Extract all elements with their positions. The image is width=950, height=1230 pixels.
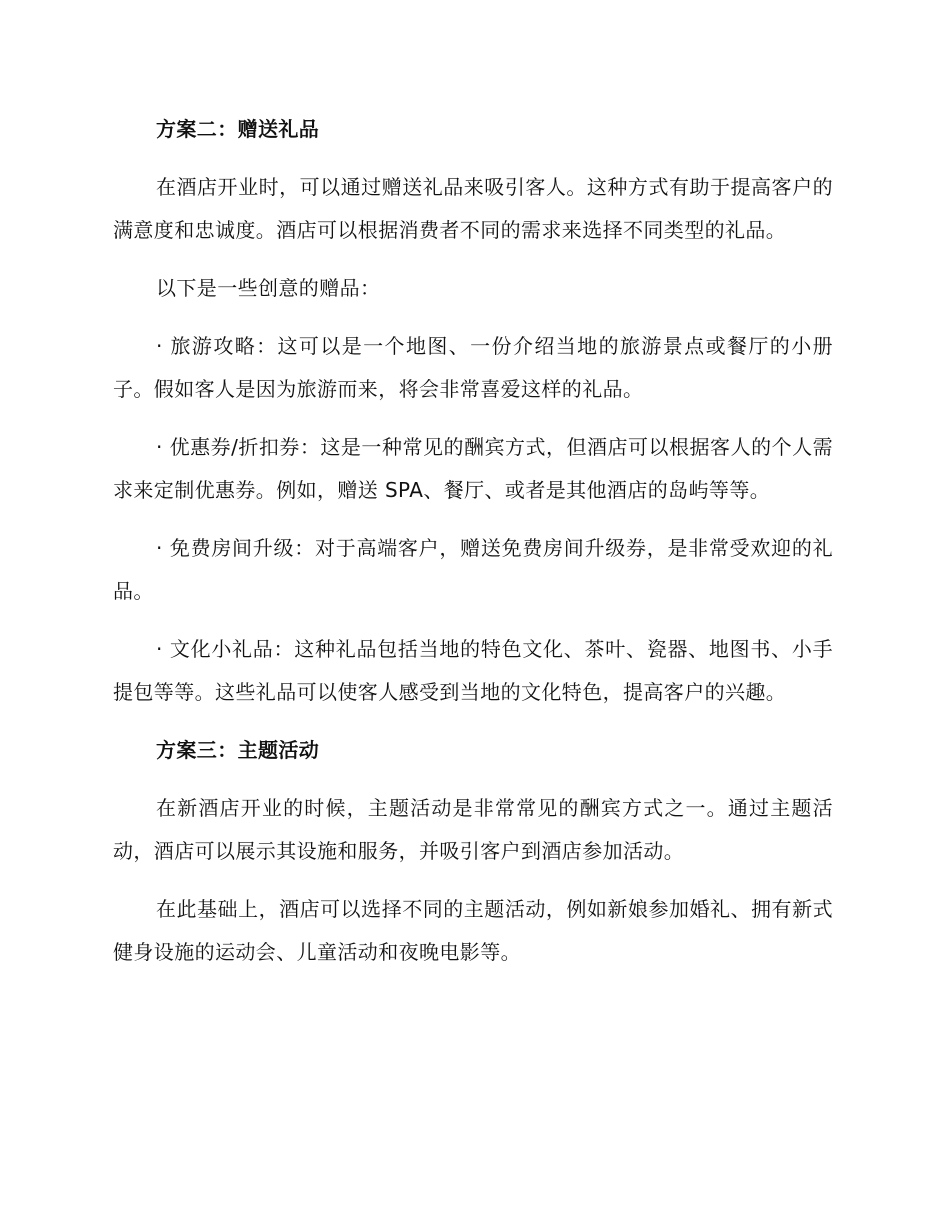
section-heading-theme-events: 方案三：主题活动	[156, 738, 320, 762]
section-heading-gifts: 方案二：赠送礼品	[156, 117, 320, 141]
paragraph-theme-events-2: 在此基础上，酒店可以选择不同的主题活动，例如新娘参加婚礼、拥有新式健身设施的运动会、儿童活动和夜晚电影等。	[113, 897, 833, 964]
paragraph-gifts-list-intro: 以下是一些创意的赠品：	[156, 276, 381, 300]
gift-item-room-upgrade: · 免费房间升级：对于高端客户，赠送免费房间升级券，是非常受欢迎的礼品。	[113, 536, 833, 603]
gift-item-cultural-gifts: · 文化小礼品：这种礼品包括当地的特色文化、茶叶、瓷器、地图书、小手提包等等。这些礼品可以使客人感受到当地的文化特色，提高客户的兴趣。	[113, 637, 833, 704]
gift-item-travel-guide: · 旅游攻略：这可以是一个地图、一份介绍当地的旅游景点或餐厅的小册子。假如客人是因为旅游而来，将会非常喜爱这样的礼品。	[113, 334, 833, 401]
paragraph-theme-events-1: 在新酒店开业的时候，主题活动是非常常见的酬宾方式之一。通过主题活动，酒店可以展示其设施和服务，并吸引客户到酒店参加活动。	[113, 796, 833, 863]
paragraph-gifts-intro: 在酒店开业时，可以通过赠送礼品来吸引客人。这种方式有助于提高客户的满意度和忠诚度。酒店可以根据消费者不同的需求来选择不同类型的礼品。	[113, 175, 833, 242]
document-body	[113, 108, 833, 989]
gift-item-coupons: · 优惠券/折扣券：这是一种常见的酬宾方式，但酒店可以根据客人的个人需求来定制优惠券。例如，赠送 SPA、餐厅、或者是其他酒店的岛屿等等。	[113, 435, 833, 502]
